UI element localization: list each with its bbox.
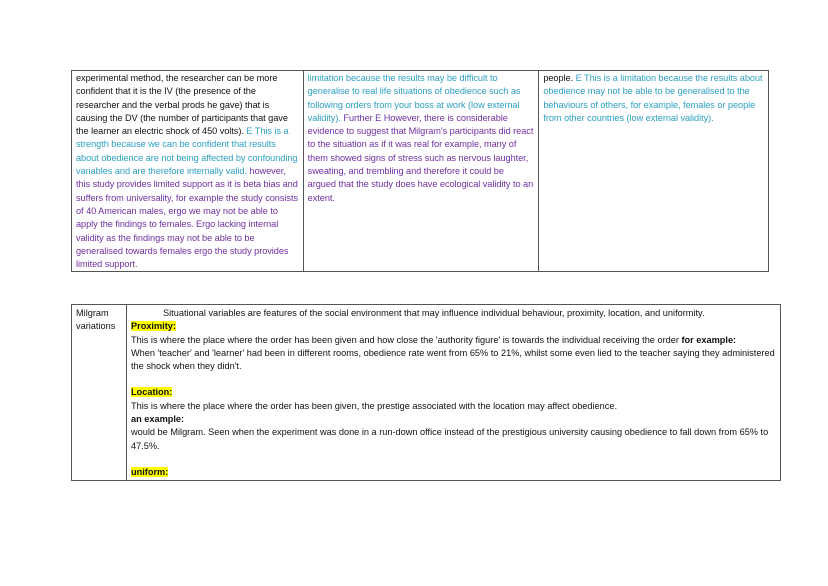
variations-content bbox=[127, 305, 781, 481]
intro-text: Situational variables are features of the social environment that may influence individual behaviour, proximity, location, and uniformity. bbox=[163, 308, 705, 318]
location-heading: Location: bbox=[131, 387, 173, 398]
row-label: Milgram variations bbox=[72, 305, 127, 481]
milgram-variations-table bbox=[71, 304, 781, 481]
location-example-label: an example: bbox=[131, 414, 185, 425]
col1-blue-text: E This is a strength because we can be confident that results about obedience are not being affected by confounding variables and are therefore internally valid. bbox=[76, 126, 298, 177]
col2-purple-text: Further E However, there is considerable evidence to suggest that Milgram's participants did react to the situation as if it was real for example, many of them showed signs of stress such as nervous laughter, sweating, and trembling and therefore it could be argued that the study does have ecological validity to an extent. bbox=[307, 112, 534, 203]
proximity-example: When 'teacher' and 'learner' had been in different rooms, obedience rate went from 65% to 21%, whilst some even lied to the teacher saying they administered the shock when they didn't. bbox=[131, 347, 775, 372]
proximity-text: This is where the place where the order has been given and how close the 'authority figure' is towards the individual receiving the order bbox=[131, 334, 682, 345]
table-row bbox=[72, 71, 769, 272]
evaluation-column-2 bbox=[303, 71, 539, 272]
location-text: This is where the place where the order has been given, the prestige associated with the location may affect obedience. bbox=[131, 400, 618, 411]
col1-purple-text: however, this study provides limited support as it is beta bias and suffers from universality, for example the study consists of 40 American males, ergo we may not be able to apply the findings to females. Ergo lacking internal validity as the findings may not be able to be generalised towards females ergo the study provides limited support. bbox=[76, 166, 298, 270]
table-row bbox=[72, 305, 781, 481]
proximity-example-label: for example: bbox=[681, 334, 737, 345]
evaluation-column-1 bbox=[72, 71, 304, 272]
col3-black-text: people. bbox=[543, 73, 574, 83]
proximity-heading: Proximity: bbox=[131, 321, 176, 332]
location-example: would be Milgram. Seen when the experiment was done in a run-down office instead of the prestigious university causing obedience to fall down from 65% to 47.5%. bbox=[131, 427, 769, 451]
col2-blue-text: limitation because the results may be difficult to generalise to real life situations of obedience such as following orders from your boss at work (low external validity). bbox=[307, 73, 521, 123]
uniform-heading: uniform: bbox=[131, 466, 169, 477]
spacer bbox=[131, 453, 776, 466]
evaluation-table bbox=[71, 70, 769, 272]
evaluation-column-3 bbox=[539, 71, 769, 272]
col1-black-text: experimental method, the researcher can be more confident that it is the IV (the presence of the researcher and the verbal prods he gave) that is causing the DV (the number of participants that gave the learner an electric shock of 450 volts). bbox=[76, 73, 288, 137]
spacer bbox=[131, 373, 776, 386]
col3-blue-text: E This is a limitation because the results about obedience may not be able to be generalised to the behaviours of others, for example, females or people from other countries (low external validity). bbox=[543, 73, 763, 123]
